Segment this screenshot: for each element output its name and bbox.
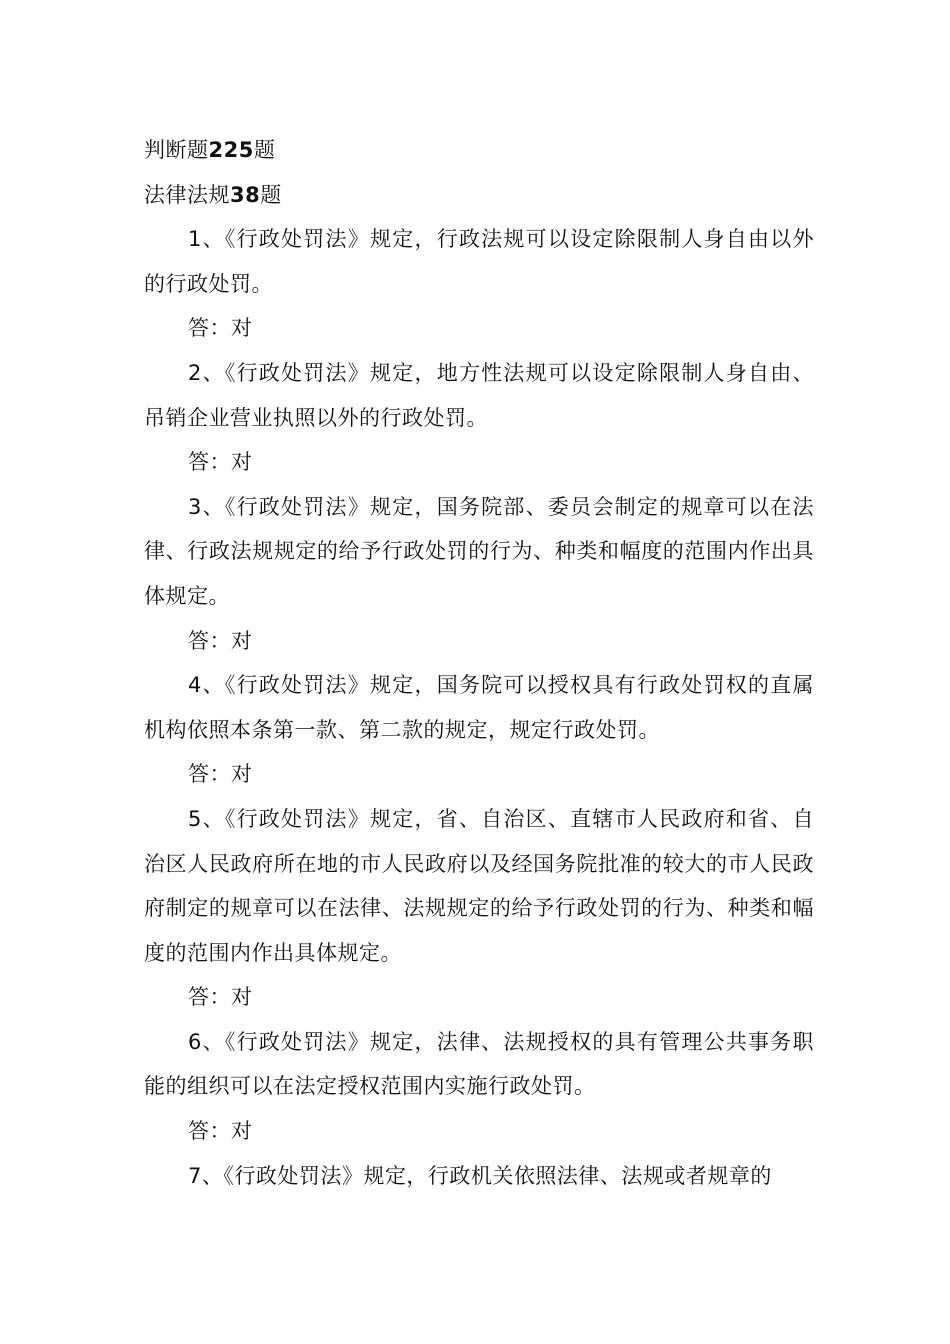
question-3: 3、《行政处罚法》规定，国务院部、委员会制定的规章可以在法律、行政法规规定的给予行政处罚的行为、种类和幅度的范围内作出具体规定。 [144,494,814,608]
heading-count: 38 [230,182,261,207]
heading-text: 法律法规 [144,182,230,207]
answer-4: 答：对 [188,762,253,787]
answer-6: 答：对 [188,1119,253,1144]
answer-2: 答：对 [188,450,253,475]
question-1: 1、《行政处罚法》规定，行政法规可以设定除限制人身自由以外的行政处罚。 [144,227,814,296]
question-2: 2、《行政处罚法》规定，地方性法规可以设定除限制人身自由、吊销企业营业执照以外的行政处罚。 [144,360,814,430]
answer-1: 答：对 [188,316,253,341]
document-body [144,128,814,1198]
heading-suffix: 题 [260,182,282,207]
answer-5: 答：对 [188,985,253,1010]
question-4: 4、《行政处罚法》规定，国务院可以授权具有行政处罚权的直属机构依照本条第一款、第二款的规定，规定行政处罚。 [144,673,814,742]
section-heading-laws [144,173,814,218]
answer-3: 答：对 [188,628,253,653]
question-5: 5、《行政处罚法》规定，省、自治区、直辖市人民政府和省、自治区人民政府所在地的市人民政府以及经国务院批准的较大的市人民政府制定的规章可以在法律、法规规定的给予行政处罚的行为、种类和幅度的范围内作出具体规定。 [144,806,814,965]
heading-text: 判断题 [144,138,209,162]
heading-count: 225 [208,138,254,162]
question-7: 7、《行政处罚法》规定，行政机关依照法律、法规或者规章的 [188,1163,772,1188]
question-6: 6、《行政处罚法》规定，法律、法规授权的具有管理公共事务职能的组织可以在法定授权范围内实施行政处罚。 [144,1029,814,1099]
section-heading-judgment [144,128,814,173]
heading-suffix: 题 [253,138,276,162]
